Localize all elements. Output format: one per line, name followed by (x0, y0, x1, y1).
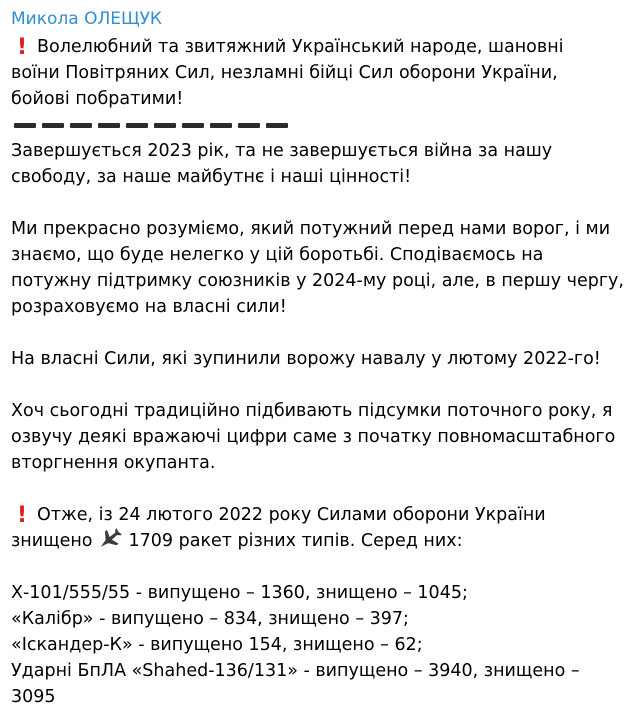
dash-divider (11, 112, 623, 138)
paragraph-missiles: ! Отже, із 24 лютого 2022 року Силами оборони України знищено 1709 ракет різних типів. Серед них: (11, 502, 623, 554)
exclamation-icon: ! (16, 35, 28, 60)
author-name[interactable]: Микола ОЛЕЩУК (11, 9, 162, 29)
paragraph-enemy: Ми прекрасно розуміємо, який потужний перед нами ворог, і ми знаємо, що буде нелегко у цій боротьбі. Сподіваємось на потужну підтримку союзників у 2024-му році, але, в першу чергу, розраховуємо на власні сили! (11, 219, 624, 317)
list-item: «Калібр» - випущено – 834, знищено – 397; (11, 609, 409, 629)
intro-line-3: бойові побратими! (11, 89, 184, 109)
intro-line-1: ! Волелюбний та звитяжний Український народе, шановні (11, 34, 623, 60)
airplane-icon (97, 528, 123, 550)
list-item: Х-101/555/55 - випущено – 1360, знищено – 1045; (11, 583, 468, 603)
intro-paragraph (11, 34, 623, 112)
paragraph-summary: Хоч сьогодні традиційно підбивають підсумки поточного року, я озвучу деякі вражаючі цифри саме з початку повномасштабного вторгнення окупанта. (11, 401, 616, 473)
list-item: «Іскандер-К» - випущено 154, знищено – 62; (11, 635, 423, 655)
list-item: 3095 (11, 687, 56, 707)
intro-line-2: воїни Повітряних Сил, незламні бійці Сил оборони України, (11, 63, 558, 83)
message-bubble (11, 4, 623, 710)
paragraph-year-end: Завершується 2023 рік, та не завершується війна за нашу свободу, за наше майбутнє і наші цінності! (11, 141, 553, 187)
missile-stats-list (11, 580, 623, 710)
list-item: Ударні БпЛА «Shahed-136/131» - випущено – 3940, знищено – (11, 661, 580, 681)
exclamation-icon: ! (16, 503, 28, 528)
paragraph-own-forces: На власні Сили, які зупинили ворожу навалу у лютому 2022-го! (11, 349, 601, 369)
